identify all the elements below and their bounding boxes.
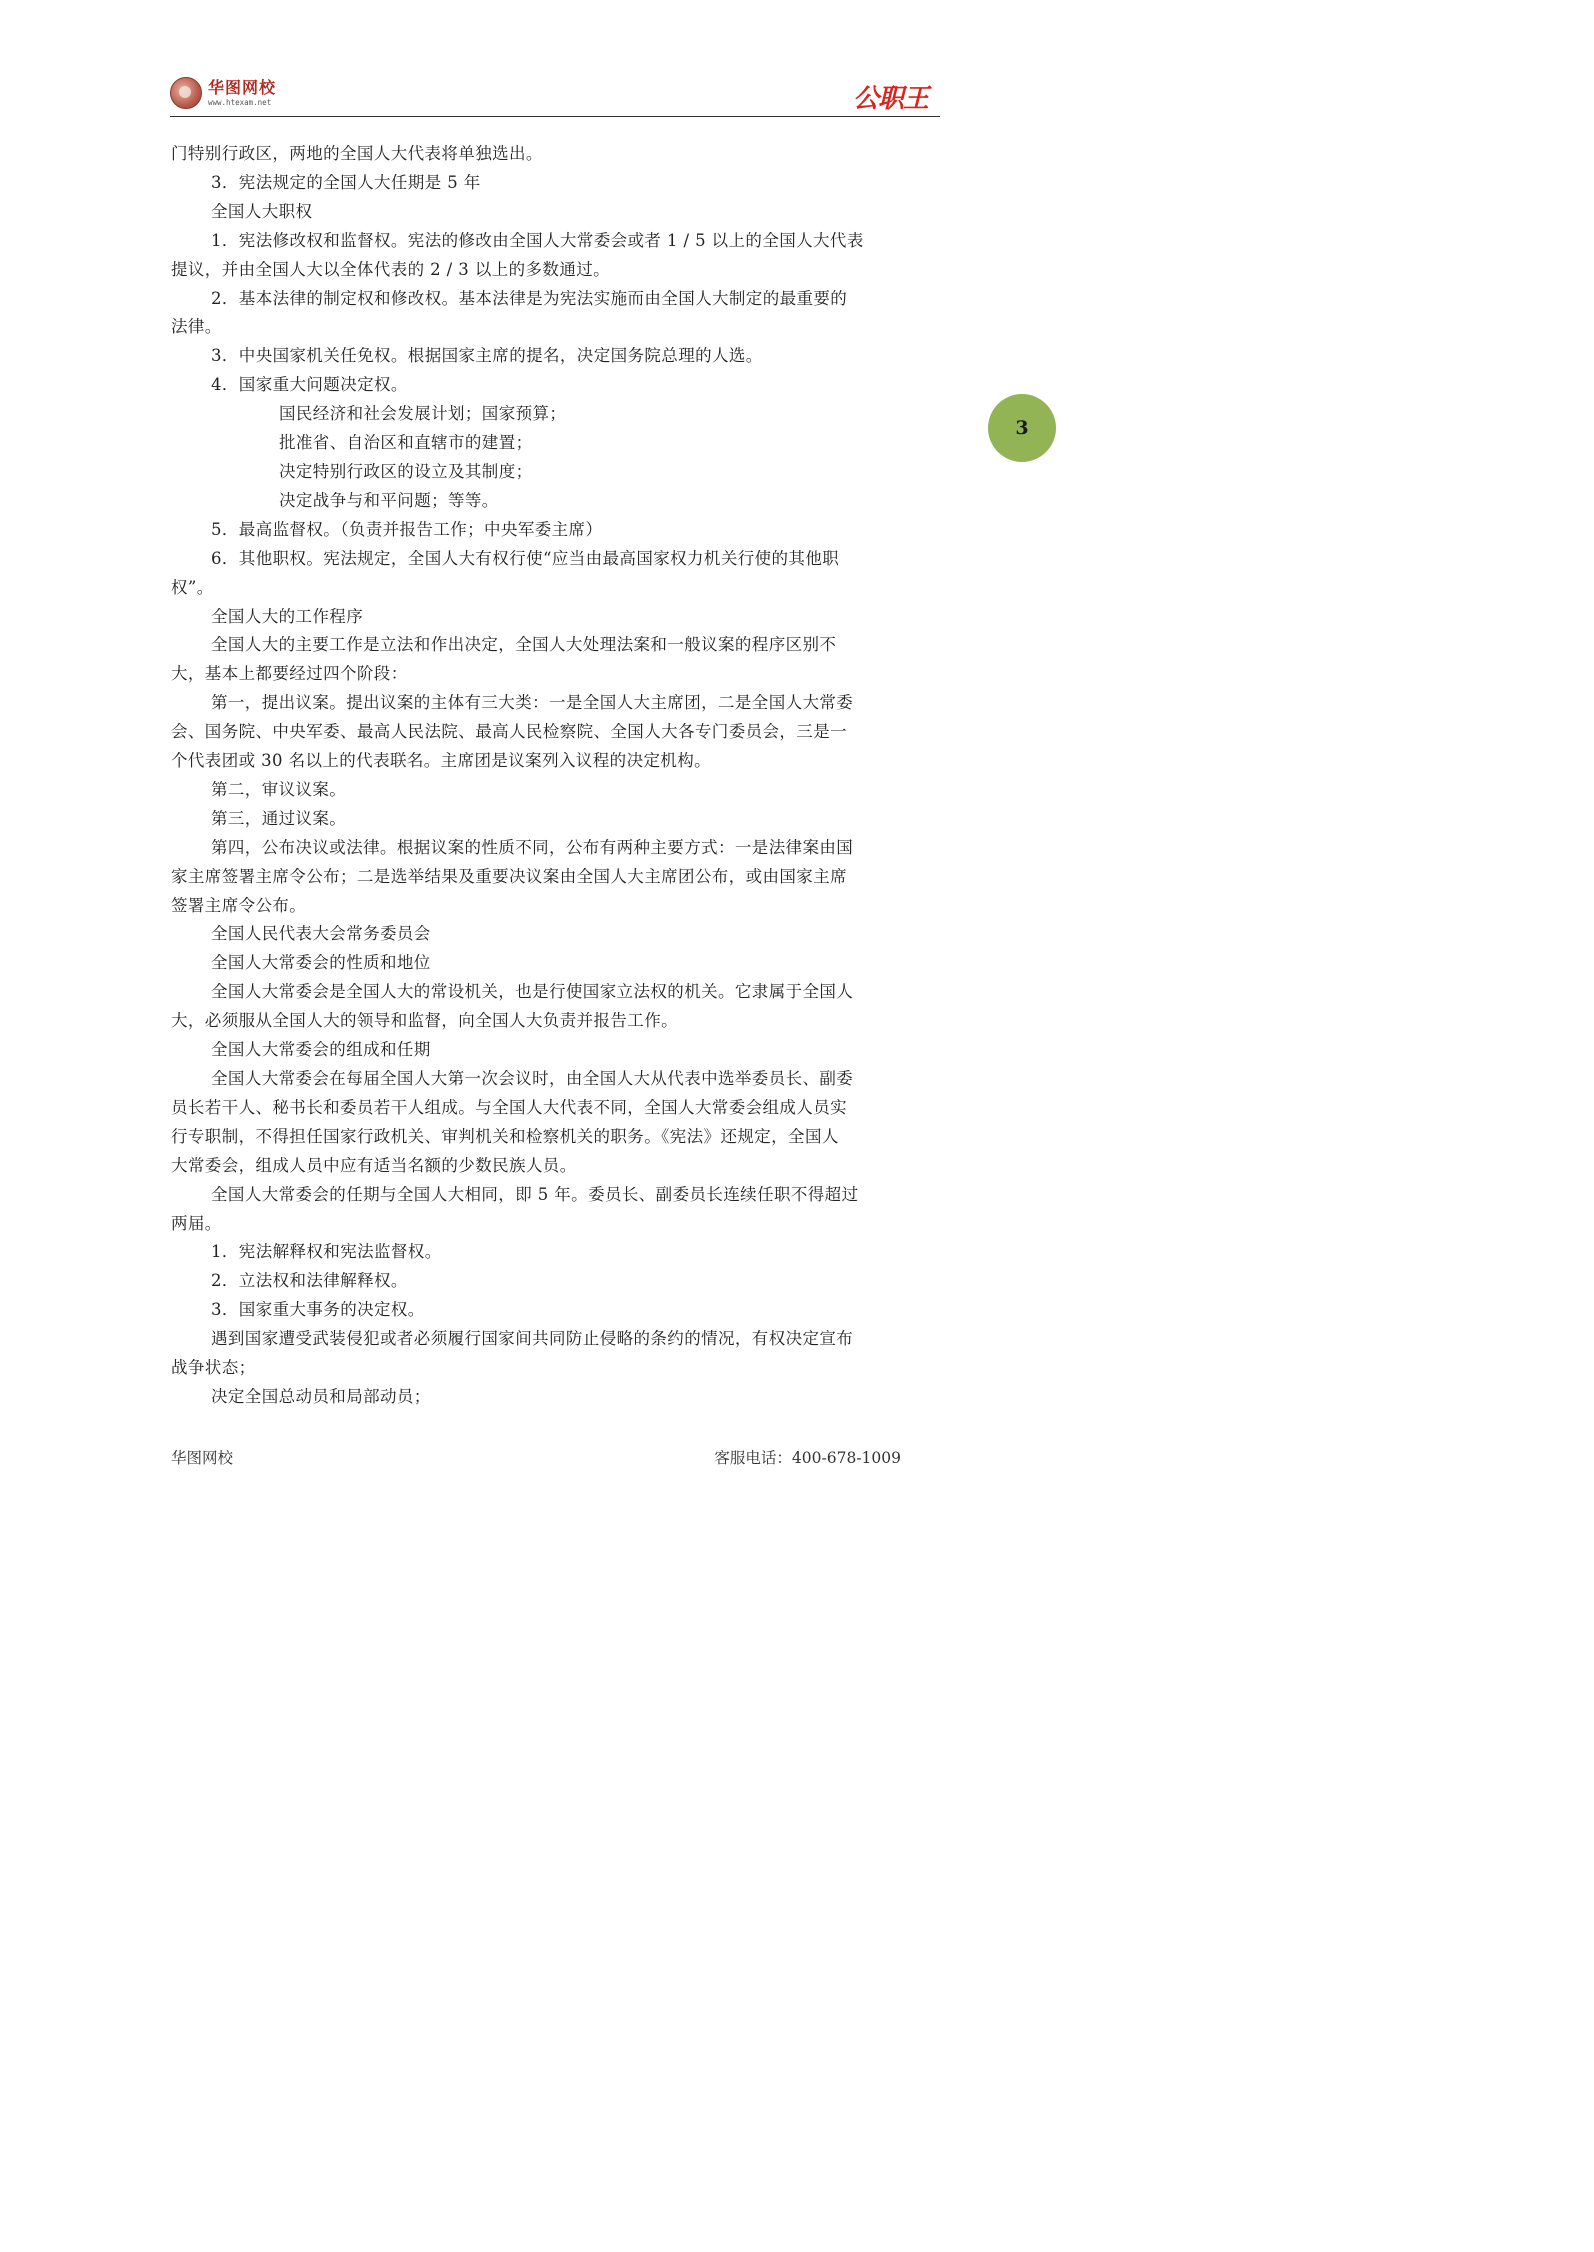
text-line: 6．其他职权。宪法规定，全国人大有权行使“应当由最高国家权力机关行使的其他职: [211, 548, 840, 568]
page-footer: [171, 1446, 901, 1470]
text-line: 决定全国总动员和局部动员；: [211, 1386, 431, 1406]
text-line: 第一，提出议案。提出议案的主体有三大类：一是全国人大主席团，二是全国人大常委: [211, 693, 854, 713]
document-body: [171, 140, 941, 1412]
text-line: 1．宪法解释权和宪法监督权。: [211, 1242, 442, 1262]
text-line: 战争状态；: [171, 1358, 256, 1378]
text-line: 3．宪法规定的全国人大任期是 5 年: [211, 172, 481, 192]
footer-brand: 华图网校: [171, 1449, 234, 1467]
text-line: 全国人大常委会的组成和任期: [211, 1040, 431, 1060]
logo-name: 华图网校: [208, 77, 277, 97]
text-line: 决定战争与和平问题；等等。: [279, 490, 499, 510]
text-line: 3．中央国家机关任免权。根据国家主席的提名，决定国务院总理的人选。: [211, 346, 763, 366]
text-line: 大，基本上都要经过四个阶段：: [171, 664, 408, 684]
text-line: 权”。: [171, 577, 214, 597]
text-line: 1．宪法修改权和监督权。宪法的修改由全国人大常委会或者 1 / 5 以上的全国人大代表: [211, 230, 864, 250]
text-line: 大常委会，组成人员中应有适当名额的少数民族人员。: [171, 1155, 577, 1175]
logo-url: www.htexam.net: [208, 97, 272, 107]
text-line: 遇到国家遭受武装侵犯或者必须履行国家间共同防止侵略的条约的情况，有权决定宣布: [211, 1329, 854, 1349]
text-line: 全国人大的工作程序: [211, 606, 364, 626]
text-line: 门特别行政区，两地的全国人大代表将单独选出。: [171, 144, 543, 163]
text-line: 3．国家重大事务的决定权。: [211, 1300, 425, 1320]
gongzhiwang-logo[interactable]: 公职王: [852, 84, 928, 114]
text-line: 会、国务院、中央军委、最高人民法院、最高人民检察院、全国人大各专门委员会，三是一: [171, 722, 847, 742]
text-line: 全国人大常委会的性质和地位: [211, 953, 431, 973]
text-line: 全国人大常委会是全国人大的常设机关，也是行使国家立法权的机关。它隶属于全国人: [211, 982, 854, 1002]
text-line: 全国人大职权: [211, 201, 313, 221]
text-line: 第二，审议议案。: [211, 779, 347, 799]
page-header: [170, 74, 940, 118]
emblem-icon: [170, 77, 202, 109]
text-line: 全国人大的主要工作是立法和作出决定，全国人大处理法案和一般议案的程序区别不: [211, 635, 837, 655]
text-line: 2．立法权和法律解释权。: [211, 1271, 408, 1291]
page-number-badge: [988, 394, 1056, 462]
text-line: 全国人大常委会在每届全国人大第一次会议时，由全国人大从代表中选举委员长、副委: [211, 1069, 854, 1088]
text-line: 法律。: [171, 317, 222, 337]
text-line: 提议，并由全国人大以全体代表的 2 / 3 以上的多数通过。: [171, 259, 611, 279]
text-line: 员长若干人、秘书长和委员若干人组成。与全国人大代表不同，全国人大常委会组成人员实: [171, 1097, 847, 1117]
htexam-logo[interactable]: [170, 74, 276, 112]
text-line: 决定特别行政区的设立及其制度；: [279, 461, 533, 481]
footer-hotline: 客服电话：400-678-1009: [714, 1449, 901, 1467]
text-line: 全国人民代表大会常务委员会: [211, 924, 431, 944]
text-line: 批准省、自治区和直辖市的建置；: [279, 433, 533, 453]
page-number: 3: [1015, 417, 1029, 439]
text-line: 全国人大常委会的任期与全国人大相同，即 5 年。委员长、副委员长连续任职不得超过: [211, 1184, 859, 1204]
text-line: 两届。: [171, 1213, 222, 1233]
text-line: 国民经济和社会发展计划；国家预算；: [279, 404, 567, 424]
text-line: 第三，通过议案。: [211, 808, 347, 828]
text-line: 大，必须服从全国人大的领导和监督，向全国人大负责并报告工作。: [171, 1011, 678, 1031]
text-line: 5．最高监督权。（负责并报告工作；中央军委主席）: [211, 519, 603, 539]
text-line: 2．基本法律的制定权和修改权。基本法律是为宪法实施而由全国人大制定的最重要的: [211, 288, 848, 308]
text-line: 签署主席令公布。: [171, 895, 307, 915]
text-line: 第四，公布决议或法律。根据议案的性质不同，公布有两种主要方式：一是法律案由国: [211, 837, 854, 857]
text-line: 个代表团或 30 名以上的代表联名。主席团是议案列入议程的决定机构。: [171, 751, 712, 771]
text-line: 行专职制，不得担任国家行政机关、审判机关和检察机关的职务。《宪法》还规定，全国人: [171, 1126, 839, 1146]
header-divider: [170, 116, 940, 117]
text-line: 4．国家重大问题决定权。: [211, 375, 408, 395]
text-line: 家主席签署主席令公布；二是选举结果及重要决议案由全国人大主席团公布，或由国家主席: [171, 866, 847, 886]
